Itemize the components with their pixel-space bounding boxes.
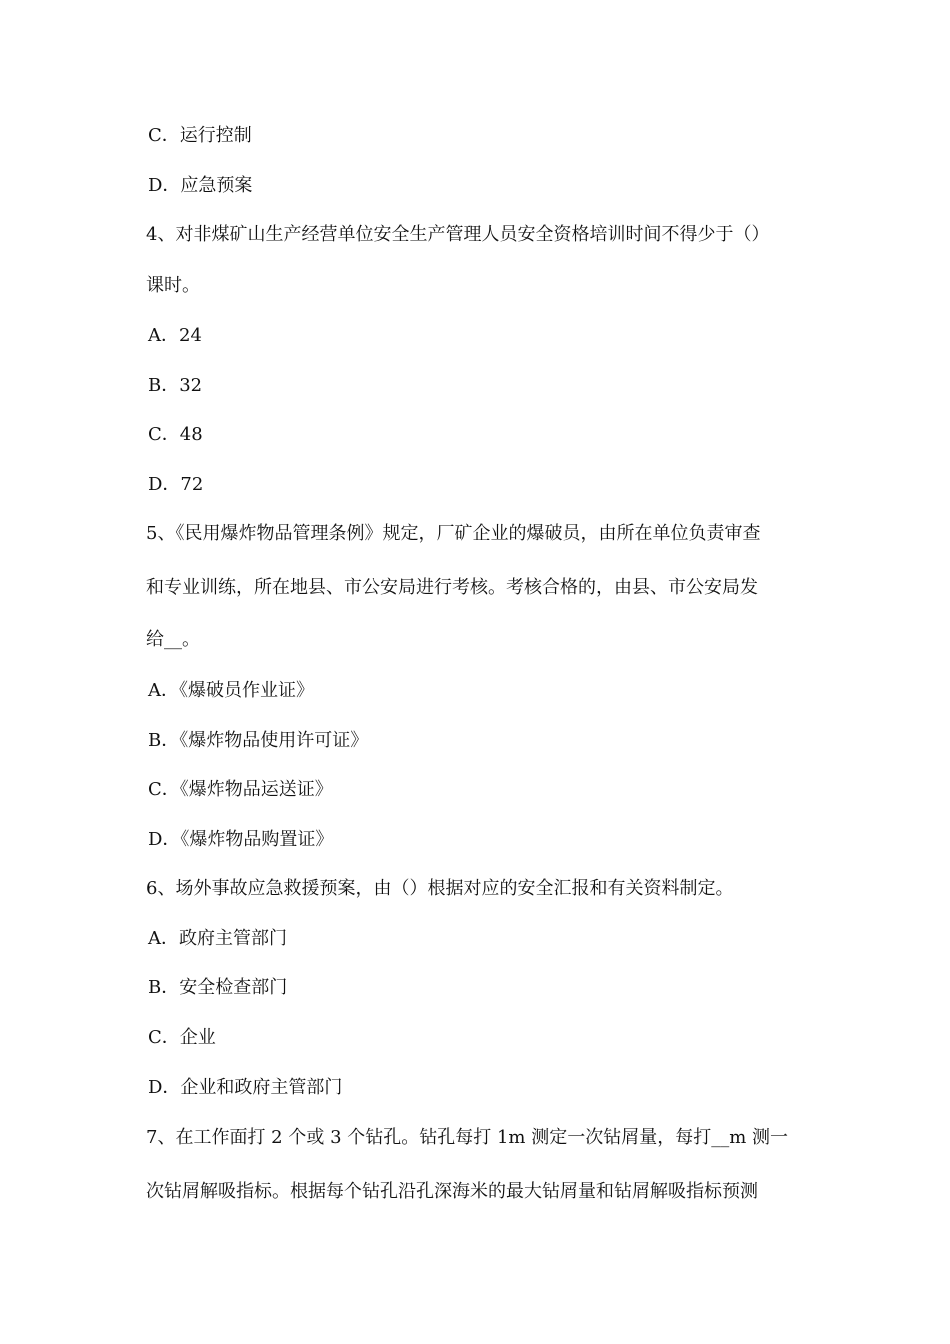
q6-option-c: C．企业 bbox=[148, 1027, 216, 1048]
q7-stem-line-2: 次钻屑解吸指标。根据每个钻孔沿孔深海米的最大钻屑量和钻屑解吸指标预测 bbox=[146, 1181, 758, 1202]
q4-option-d: D．72 bbox=[148, 474, 204, 495]
q4-option-b: B．32 bbox=[148, 375, 203, 396]
q3-option-d: D．应急预案 bbox=[148, 175, 253, 196]
q5-option-b: B．《爆炸物品使用许可证》 bbox=[148, 730, 369, 751]
q5-option-a: A．《爆破员作业证》 bbox=[148, 680, 314, 701]
q4-option-a: A．24 bbox=[148, 325, 202, 346]
q6-stem-line-1: 6、场外事故应急救援预案，由（）根据对应的安全汇报和有关资料制定。 bbox=[146, 878, 734, 899]
q5-option-c: C．《爆炸物品运送证》 bbox=[148, 779, 333, 800]
q6-option-b: B．安全检查部门 bbox=[148, 977, 288, 998]
q4-stem-line-2: 课时。 bbox=[146, 275, 200, 296]
q5-stem-line-1: 5、《民用爆炸物品管理条例》规定，厂矿企业的爆破员，由所在单位负责审查 bbox=[146, 523, 761, 544]
q7-stem-line-1: 7、在工作面打 2 个或 3 个钻孔。钻孔每打 1m 测定一次钻屑量，每打__m 测一 bbox=[146, 1127, 788, 1148]
q3-option-c: C．运行控制 bbox=[148, 125, 252, 146]
q5-stem-line-3: 给__。 bbox=[146, 629, 200, 650]
q5-stem-line-2: 和专业训练，所在地县、市公安局进行考核。考核合格的，由县、市公安局发 bbox=[146, 577, 758, 598]
q6-option-a: A．政府主管部门 bbox=[148, 928, 287, 949]
q4-option-c: C．48 bbox=[148, 424, 203, 445]
q6-option-d: D．企业和政府主管部门 bbox=[148, 1077, 343, 1098]
q5-option-d: D．《爆炸物品购置证》 bbox=[148, 829, 334, 850]
q4-stem-line-1: 4、对非煤矿山生产经营单位安全生产管理人员安全资格培训时间不得少于（） bbox=[146, 224, 770, 245]
